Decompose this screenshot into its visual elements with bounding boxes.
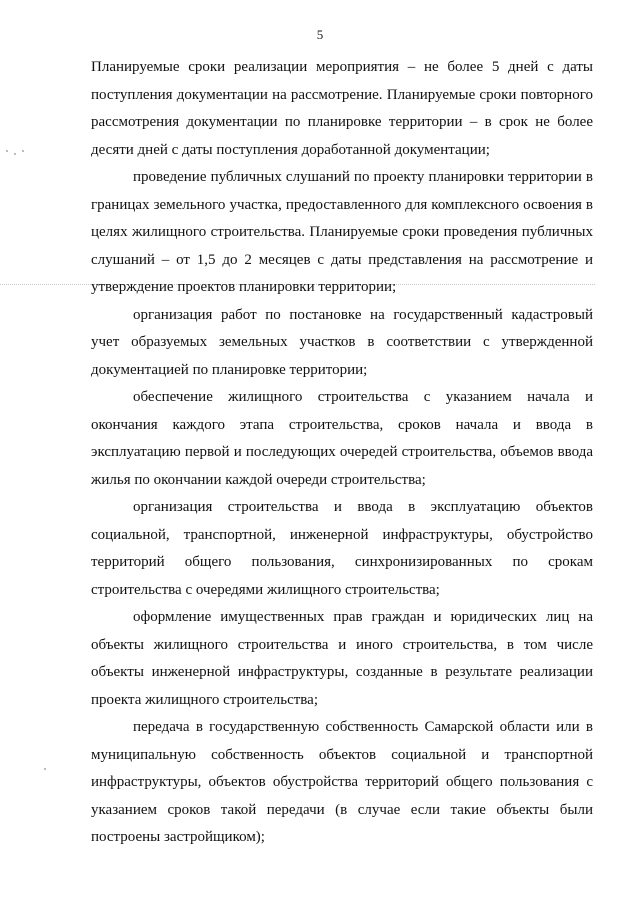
document-body [91, 54, 593, 852]
paragraph: обеспечение жилищного строительства с указанием начала и окончания каждого этапа строительства, сроков начала и ввода в эксплуатацию первой и последующих очередей строительства, объемов ввода жилья по окончании каждой очереди строительства; [91, 389, 593, 488]
paragraph: Планируемые сроки реализации мероприятия – не более 5 дней с даты поступления документации на рассмотрение. Планируемые сроки повторного рассмотрения документации по планировке территории – в срок не более десяти дней с даты поступления доработанной документации; [91, 59, 593, 158]
paragraph: передача в государственную собственность Самарской области или в муниципальную собственность объектов социальной и транспортной инфраструктуры, объектов обустройства территорий общего пользования с указанием сроков такой передачи (в случае если такие объекты были построены застройщиком); [91, 719, 593, 845]
paragraph: организация строительства и ввода в эксплуатацию объектов социальной, транспортной, инженерной инфраструктуры, обустройство территорий общего пользования, синхронизированных по срокам строительства с очередями жилищного строительства; [91, 499, 593, 598]
scan-artifact-dot [22, 150, 24, 152]
paragraph: организация работ по постановке на государственный кадастровый учет образуемых земельных участков в соответствии с утвержденной документацией по планировке территории; [91, 306, 593, 378]
scan-artifact-dot [6, 150, 8, 152]
scan-artifact-dot [44, 768, 46, 770]
paragraph: оформление имущественных прав граждан и юридических лиц на объекты жилищного строительства и иного строительства, в том числе объекты инженерной инфраструктуры, созданные в результате реализации проекта жилищного строительства; [91, 609, 593, 708]
scan-artifact-dot [14, 153, 16, 155]
page-number: 5 [316, 27, 324, 42]
paragraph: проведение публичных слушаний по проекту планировки территории в границах земельного участка, предоставленного для комплексного освоения в целях жилищного строительства. Планируемые сроки проведения публичных слушаний – от 1,5 до 2 месяцев с даты представления на рассмотрение и утверждение проектов планировки территории; [91, 169, 593, 295]
